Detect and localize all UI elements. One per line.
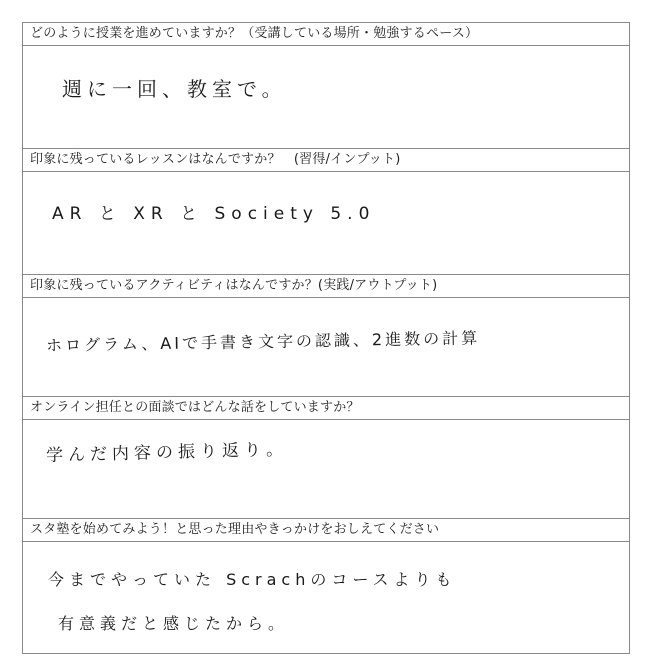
- answer-memorable-lesson: AR と XR と Society 5.0: [52, 204, 376, 224]
- section-lesson-progress: [22, 22, 630, 149]
- section-memorable-lesson: [22, 148, 630, 275]
- answer-memorable-activity: ホログラム、AIで手書き文字の認識、2進数の計算: [45, 328, 481, 355]
- question-lesson-progress: どのように授業を進めていますか？（受講している場所・勉強するペース）: [22, 23, 630, 46]
- survey-form: [22, 22, 632, 652]
- answer-reason-line-1: 今までやっていた Scrachのコースよりも: [48, 570, 457, 589]
- answer-reason-line-2: 有意義だと感じたから。: [58, 614, 290, 633]
- question-online-tutor: オンライン担任との面談ではどんな話をしていますか？: [22, 397, 630, 420]
- question-memorable-lesson: 印象に残っているレッスンはなんですか？ (習得/インプット): [22, 149, 630, 172]
- answer-online-tutor: 学んだ内容の振り返り。: [45, 439, 289, 466]
- section-memorable-activity: [22, 274, 630, 397]
- section-reason-to-start: [22, 518, 630, 654]
- answer-lesson-progress: 週に一回、教室で。: [62, 77, 287, 101]
- section-online-tutor: [22, 396, 630, 519]
- question-memorable-activity: 印象に残っているアクティビティはなんですか？(実践/アウトプット): [22, 275, 630, 298]
- question-reason-to-start: スタ塾を始めてみよう！と思った理由やきっかけをおしえてください: [22, 519, 630, 542]
